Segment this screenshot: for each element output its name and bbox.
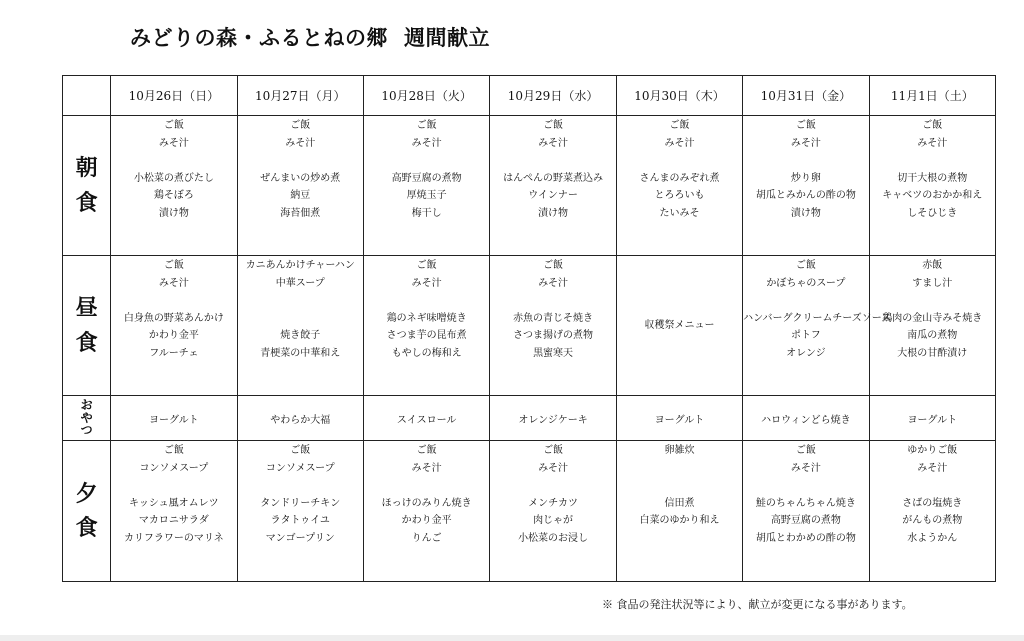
date-header: 10月31日（金） (743, 76, 869, 116)
dish-name: フルーチェ (149, 347, 199, 359)
meal-cell (616, 441, 742, 582)
dish-name: ほっけのみりん焼き (381, 497, 472, 509)
dinner-label: 夕 食 (63, 441, 111, 582)
dish-name: かぼちゃのスープ (766, 277, 846, 289)
meal-cell (869, 256, 995, 396)
dish-name: みそ汁 (158, 277, 189, 289)
dish-name: 小松菜のお浸し (518, 532, 589, 544)
dish-spacer (743, 477, 868, 495)
dish-spacer (238, 152, 363, 170)
dish-name: ぜんまいの炒め煮 (260, 172, 341, 184)
dish-name: 青梗菜の中華和え (260, 347, 341, 359)
bottom-edge (0, 635, 1024, 641)
dish-name: さつま揚げの煮物 (513, 330, 594, 342)
dish-name: 漬け物 (790, 207, 821, 219)
meal-cell (363, 256, 489, 396)
dish-list (870, 116, 995, 223)
dish-name: 漬け物 (158, 207, 189, 219)
dish-name: 中華スープ (275, 277, 325, 289)
dish-name: ご飯 (416, 445, 437, 456)
meal-cell (616, 256, 742, 396)
menu-change-note: ※ 食品の発注状況等により、献立が変更になる事があります。 (602, 598, 913, 611)
dish-name: タンドリーチキン (260, 497, 341, 509)
dish-name: みそ汁 (411, 137, 442, 149)
dish-name: 鶏のネギ味噌焼き (386, 312, 467, 324)
date-header: 10月27日（月） (237, 76, 363, 116)
dish-spacer (364, 477, 489, 495)
dish-name: みそ汁 (538, 277, 569, 289)
dish-name: みそ汁 (790, 137, 821, 149)
dish-name: 白身魚の野菜あんかけ (123, 312, 224, 324)
dish-name: みそ汁 (790, 462, 821, 474)
dish-name: ご飯 (543, 120, 564, 131)
dish-name: 胡瓜とわかめの酢の物 (755, 532, 856, 544)
dish-list (617, 116, 742, 223)
dish-name: ご飯 (163, 120, 184, 131)
meal-cell (237, 256, 363, 396)
dish-name: 鶏肉の金山寺みそ焼き (882, 312, 983, 324)
breakfast-row (63, 116, 996, 256)
dish-name: みそ汁 (411, 462, 442, 474)
dish-name: りんご (411, 532, 442, 544)
meal-cell (490, 116, 616, 256)
dish-list (111, 256, 236, 363)
meal-cell (111, 256, 237, 396)
dish-name: メンチカツ (528, 497, 578, 509)
snack-label: お や つ (63, 396, 111, 441)
meal-cell (490, 256, 616, 396)
dish-list (743, 116, 868, 223)
meal-cell (237, 441, 363, 582)
dish-list (743, 441, 868, 548)
date-header: 10月26日（日） (111, 76, 237, 116)
dish-name: 大根の甘酢漬け (897, 347, 968, 359)
dish-name: さつま芋の昆布煮 (386, 330, 467, 342)
dish-spacer (743, 152, 868, 170)
snack-cell: ヨーグルト (869, 396, 995, 441)
dish-name: ご飯 (795, 120, 816, 131)
dish-list (364, 256, 489, 363)
dish-name: 厚焼玉子 (406, 190, 447, 202)
dish-spacer (870, 477, 995, 495)
dish-name: しそひじき (907, 207, 958, 219)
dish-name: 高野豆腐の煮物 (391, 172, 462, 184)
dish-list (617, 256, 742, 395)
dish-name: 肉じゃが (533, 515, 574, 527)
meal-cell (490, 441, 616, 582)
dish-name: コンソメスープ (139, 462, 209, 474)
lunch-label: 昼 食 (63, 256, 111, 396)
breakfast-label: 朝 食 (63, 116, 111, 256)
snack-cell: オレンジケーキ (490, 396, 616, 441)
dish-name: ご飯 (290, 120, 311, 131)
dish-list (238, 441, 363, 548)
dish-spacer (111, 292, 236, 310)
dish-name: ハンバーグクリームチーズソース (743, 312, 892, 324)
dish-name: 焼き餃子 (280, 330, 321, 342)
meal-cell (869, 116, 995, 256)
dish-name: 海苔佃煮 (280, 207, 321, 219)
dish-name: 白菜のゆかり和え (639, 515, 720, 527)
snack-cell: ヨーグルト (616, 396, 742, 441)
dish-name: みそ汁 (158, 137, 189, 149)
dish-name: みそ汁 (285, 137, 316, 149)
dish-spacer (364, 152, 489, 170)
dish-name: 南瓜の煮物 (907, 330, 958, 342)
dish-name: もやしの梅和え (391, 347, 462, 359)
dish-spacer (238, 477, 363, 495)
dish-name: ウインナー (528, 190, 578, 202)
dish-list (238, 116, 363, 223)
dish-spacer (364, 292, 489, 310)
dish-spacer (111, 477, 236, 495)
dish-name: ご飯 (416, 120, 437, 131)
dish-spacer (617, 152, 742, 170)
corner-cell (63, 76, 111, 116)
dish-name: みそ汁 (411, 277, 442, 289)
meal-cell (616, 116, 742, 256)
dish-name: 胡瓜とみかんの酢の物 (755, 190, 856, 202)
dish-name: オレンジ (786, 347, 826, 359)
weekly-menu-table (62, 75, 996, 582)
dish-name: がんもの煮物 (902, 515, 963, 527)
snack-cell: やわらか大福 (237, 396, 363, 441)
date-header-row (63, 76, 996, 116)
dish-name: 炒り卵 (790, 172, 821, 184)
dish-name: ご飯 (922, 120, 943, 131)
dish-name: みそ汁 (917, 137, 948, 149)
dish-name: 納豆 (290, 190, 311, 202)
dish-name: ご飯 (163, 445, 184, 456)
dish-name: キッシュ風オムレツ (129, 497, 219, 509)
menu-heading: 週間献立 (404, 25, 490, 50)
dish-name: ご飯 (416, 260, 437, 271)
dish-name: すまし汁 (912, 277, 953, 289)
dish-name: 鶏そぼろ (153, 190, 194, 202)
dish-spacer (490, 152, 615, 170)
dish-name (238, 310, 363, 328)
dish-name: ご飯 (543, 445, 564, 456)
dish-name: たいみそ (659, 207, 700, 219)
dish-spacer (238, 292, 363, 310)
dish-name: ご飯 (669, 120, 690, 131)
dish-name: 漬け物 (538, 207, 569, 219)
dish-name: カリフラワーのマリネ (123, 532, 224, 544)
dish-name: ご飯 (290, 445, 311, 456)
dish-spacer (617, 477, 742, 495)
dish-name: コンソメスープ (265, 462, 335, 474)
dish-spacer (743, 292, 868, 310)
dish-name: 小松菜の煮びたし (133, 172, 214, 184)
dish-name: はんぺんの野菜煮込み (503, 172, 603, 184)
dish-name: かわり金平 (148, 330, 199, 342)
dish-name: さんまのみぞれ煮 (639, 172, 720, 184)
dish-name: さばの塩焼き (902, 497, 963, 509)
dish-name: カニあんかけチャーハン (245, 260, 355, 271)
dish-name (617, 530, 742, 548)
dish-list (364, 441, 489, 548)
meal-cell (111, 116, 237, 256)
dish-list (490, 116, 615, 223)
dish-spacer (490, 477, 615, 495)
facility-name: みどりの森・ふるとねの郷 (130, 25, 388, 50)
dish-name: 黒蜜寒天 (533, 347, 574, 359)
dish-name: 鮭のちゃんちゃん焼き (755, 497, 856, 509)
date-header: 10月30日（木） (616, 76, 742, 116)
dish-name: 赤魚の青じそ焼き (513, 312, 594, 324)
dish-name: ポトフ (791, 330, 821, 342)
dish-name: 赤飯 (922, 260, 943, 271)
dish-name (617, 460, 742, 478)
meal-cell (743, 441, 869, 582)
date-header: 10月28日（火） (363, 76, 489, 116)
meal-cell (237, 116, 363, 256)
snack-cell: ハロウィンどら焼き (743, 396, 869, 441)
lunch-row (63, 256, 996, 396)
dish-name: ご飯 (795, 445, 816, 456)
dish-name: 高野豆腐の煮物 (770, 515, 841, 527)
dish-name: みそ汁 (538, 137, 569, 149)
dish-name: ラタトゥイユ (270, 515, 330, 527)
dish-name: かわり金平 (401, 515, 452, 527)
dish-name: ご飯 (163, 260, 184, 271)
dish-spacer (870, 152, 995, 170)
dish-list (111, 116, 236, 223)
dish-name: ご飯 (543, 260, 564, 271)
dish-list (870, 441, 995, 548)
snack-cell: スイスロール (363, 396, 489, 441)
dish-name: 卵雑炊 (664, 445, 695, 456)
dish-spacer (490, 292, 615, 310)
snack-cell: ヨーグルト (111, 396, 237, 441)
meal-cell (743, 116, 869, 256)
dish-list (238, 256, 363, 363)
meal-cell (743, 256, 892, 396)
date-header: 11月1日（土） (869, 76, 995, 116)
meal-cell (869, 441, 995, 582)
dish-name: マンゴープリン (265, 532, 335, 544)
dish-name: みそ汁 (917, 462, 948, 474)
dinner-row (63, 441, 996, 582)
dish-name: とろろいも (654, 190, 705, 202)
dish-name: マカロニサラダ (138, 515, 209, 527)
dish-name: キャベツのおかか和え (882, 190, 983, 202)
dish-list (111, 441, 236, 548)
dish-list (743, 256, 892, 363)
page-title (130, 22, 490, 52)
dish-spacer (870, 292, 995, 310)
meal-cell (363, 116, 489, 256)
dish-list (870, 256, 995, 363)
dish-name: ゆかりご飯 (907, 445, 958, 456)
dish-name: ご飯 (795, 260, 816, 271)
dish-name: 梅干し (411, 207, 442, 219)
dish-name: 切干大根の煮物 (897, 172, 968, 184)
dish-name: 水ようかん (907, 532, 958, 544)
dish-list (617, 441, 742, 548)
dish-list (490, 256, 615, 363)
dish-list (364, 116, 489, 223)
dish-name: みそ汁 (538, 462, 569, 474)
dish-list (490, 441, 615, 548)
dish-spacer (111, 152, 236, 170)
dish-name: 収穫祭メニュー (644, 319, 715, 331)
dish-name: みそ汁 (664, 137, 695, 149)
date-header: 10月29日（水） (490, 76, 616, 116)
meal-cell (111, 441, 237, 582)
snack-row (63, 396, 996, 441)
dish-name: 信田煮 (664, 497, 695, 509)
meal-cell (363, 441, 489, 582)
